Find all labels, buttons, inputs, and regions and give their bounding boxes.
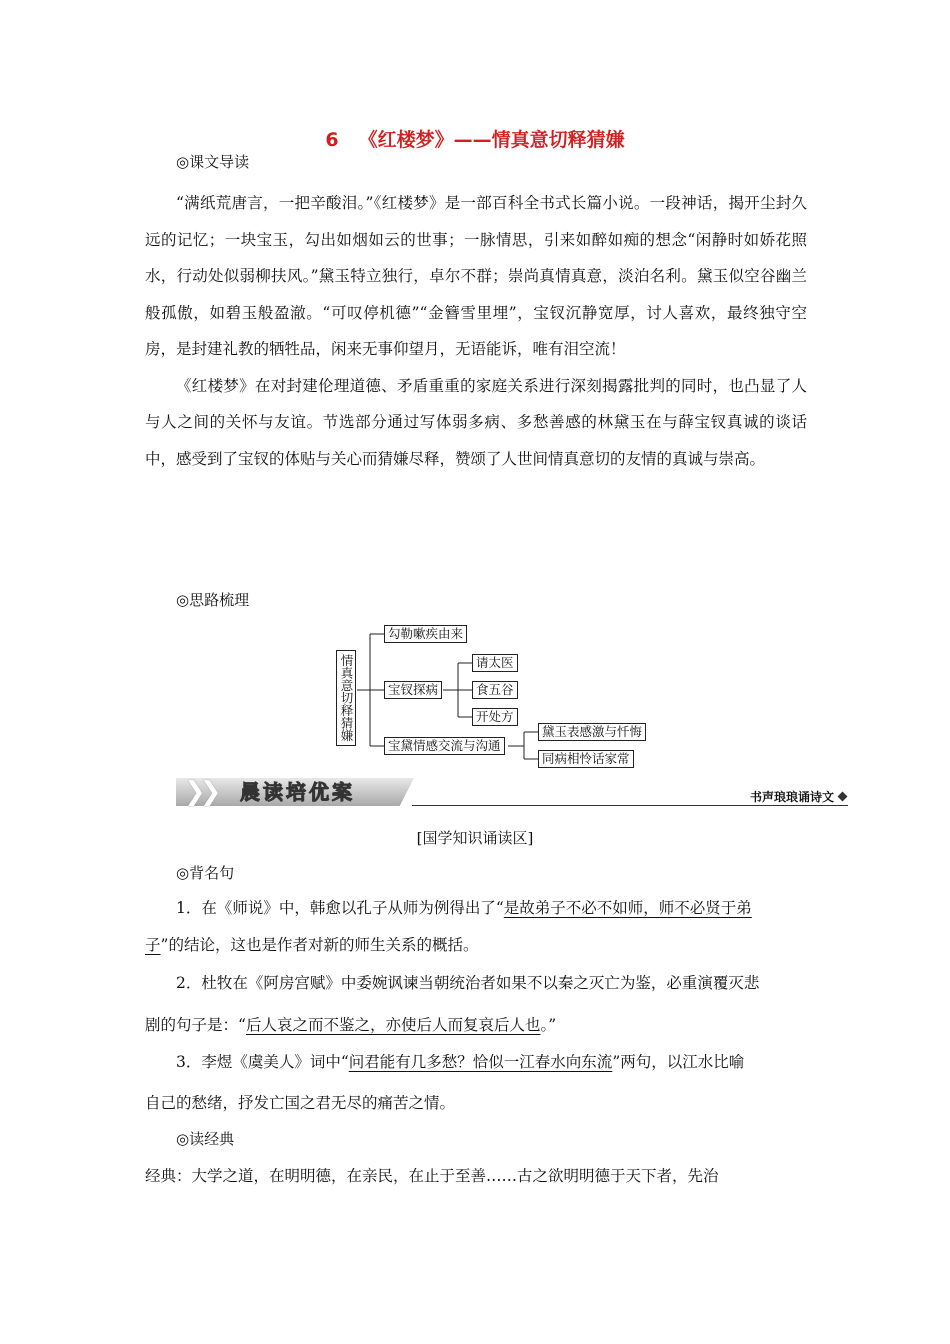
section-classic: ◎读经典 xyxy=(176,1130,235,1148)
item-3-answer: 问君能有几多愁？恰似一江春水向东流 xyxy=(348,1053,613,1071)
item-1-text: 1．在《师说》中，韩愈以孔子从师为例得出了“ xyxy=(176,899,504,917)
item-1-line-2 xyxy=(145,935,807,955)
item-2-answer: 后人哀之而不鉴之，亦使后人而复哀后人也 xyxy=(245,1016,541,1034)
section-banner xyxy=(176,772,848,810)
zone-title: [国学知识诵读区] xyxy=(416,829,534,847)
mindmap-node-2a: 请太医 xyxy=(472,654,518,672)
item-1-answer-end: 子 xyxy=(145,936,161,954)
item-3-text-mid: ”两句，以江水比喻 xyxy=(612,1053,745,1071)
item-1-answer: 是故弟子不必不如师，师不必贤于弟 xyxy=(503,899,752,917)
item-2-line-2 xyxy=(145,1015,807,1035)
section-famous: ◎背名句 xyxy=(176,864,235,882)
banner-label: 晨读培优案 xyxy=(240,780,355,804)
intro-paragraph-2: 《红楼梦》在对封建伦理道德、矛盾重重的家庭关系进行深刻揭露批判的同时，也凸显了人与人之间的关怀与友谊。节选部分通过写体弱多病、多愁善感的林黛玉在与薛宝钗真诚的谈话中，感受到了宝钗的体贴与关心而猜嫌尽释，赞颂了人世间情真意切的友情的真诚与崇高。 xyxy=(145,376,807,468)
mindmap-root: 情真意切释猜嫌 xyxy=(336,650,356,746)
mindmap-node-3: 宝黛情感交流与沟通 xyxy=(384,737,505,755)
item-1-line-1 xyxy=(145,898,838,918)
mindmap-node-1: 勾勒嗽疾由来 xyxy=(384,625,467,643)
mindmap-node-3a: 黛玉表感激与忏悔 xyxy=(538,723,646,741)
lesson-title: 《红楼梦》——情真意切释猜嫌 xyxy=(358,129,625,151)
classic-text: 经典：大学之道，在明明德，在亲民，在止于至善……古之欲明明德于天下者，先治 xyxy=(145,1167,719,1185)
mindmap-node-2b: 食五谷 xyxy=(472,681,518,699)
intro-paragraph-1: “满纸荒唐言，一把辛酸泪。”《红楼梦》是一部百科全书式长篇小说。一段神话，揭开尘封久远的记忆；一块宝玉，勾出如烟如云的世事；一脉情思，引来如醉如痴的想念“闲静时如娇花照水，行动处似弱柳扶风。”黛玉特立独行，卓尔不群；崇尚真情真意，淡泊名利。黛玉似空谷幽兰般孤傲，如碧玉般盈澈。“可叹停机德”“金簪雪里埋”，宝钗沉静宽厚，讨人喜欢，最终独守空房，是封建礼教的牺牲品，闲来无事仰望月，无语能诉，唯有泪空流！ xyxy=(145,194,807,358)
banner-slogan: 书声琅琅诵诗文 xyxy=(749,790,834,804)
mindmap-node-3b: 同病相怜话家常 xyxy=(538,750,634,768)
item-2-text-end: 。” xyxy=(540,1016,557,1034)
lesson-number: 6 xyxy=(325,129,339,151)
item-2-line-1: 2．杜牧在《阿房宫赋》中委婉讽谏当朝统治者如果不以秦之灭亡为鉴，必重演覆灭悲 xyxy=(176,974,760,992)
section-guide: ◎课文导读 xyxy=(176,153,250,171)
diamond-icon xyxy=(838,792,848,802)
double-chevron-icon: ❯❯ xyxy=(184,777,216,807)
mindmap-node-2: 宝钗探病 xyxy=(384,681,442,699)
item-1-text-end: ”的结论，这也是作者对新的师生关系的概括。 xyxy=(160,936,479,954)
mind-map xyxy=(330,622,660,772)
intro-text xyxy=(145,185,807,477)
item-2-text: 剧的句子是：“ xyxy=(145,1016,246,1034)
page-title xyxy=(0,125,950,152)
item-3-line-2: 自己的愁绪，抒发亡国之君无尽的痛苦之情。 xyxy=(145,1094,456,1112)
item-3-text: 3．李煜《虞美人》词中“ xyxy=(176,1053,349,1071)
mindmap-node-2c: 开处方 xyxy=(472,708,518,726)
banner-rule xyxy=(412,805,848,806)
item-3-line-1 xyxy=(145,1052,838,1072)
section-outline: ◎思路梳理 xyxy=(176,591,250,609)
